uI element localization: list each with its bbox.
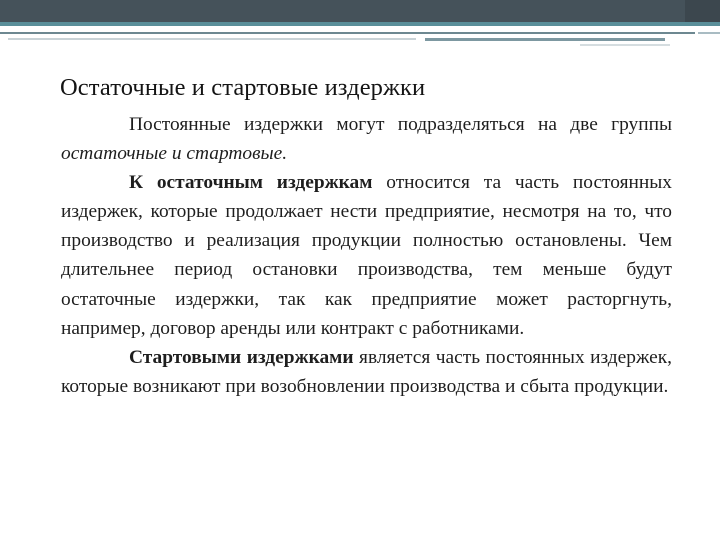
paragraph-1-italic: остаточные и стартовые.: [61, 143, 288, 165]
header-band: [0, 0, 720, 26]
decorative-line: [8, 38, 416, 40]
decorative-line: [698, 32, 720, 34]
paragraph-2: [61, 168, 672, 343]
paragraph-1-text: Постоянные издержки могут подразделяться на две группы: [129, 114, 672, 135]
paragraph-3-text: является часть постоянных издержек, которые возникают при возобновлении производства и сбыта продукции.: [61, 346, 672, 397]
slide-body: [61, 110, 672, 401]
slide-title: Остаточные и стартовые издержки: [60, 74, 426, 102]
paragraph-3: [61, 343, 672, 401]
decorative-line: [0, 32, 695, 34]
decorative-line: [580, 44, 670, 46]
paragraph-2-bold: К остаточным издержкам: [129, 172, 373, 194]
decorative-lines: [0, 26, 720, 50]
paragraph-2-text: относится та часть постоянных издержек, которые продолжает нести предприятие, несмотря на то, что производство и реализация продукции полностью остановлены. Чем длительнее период остановки производства, тем меньше будут остаточные издержки, так как предприятие может расторгнуть, например, договор аренды или контракт с работниками.: [61, 172, 672, 339]
paragraph-1: [61, 110, 672, 168]
paragraph-3-bold: Стартовыми издержками: [129, 346, 354, 368]
decorative-line: [425, 38, 665, 41]
